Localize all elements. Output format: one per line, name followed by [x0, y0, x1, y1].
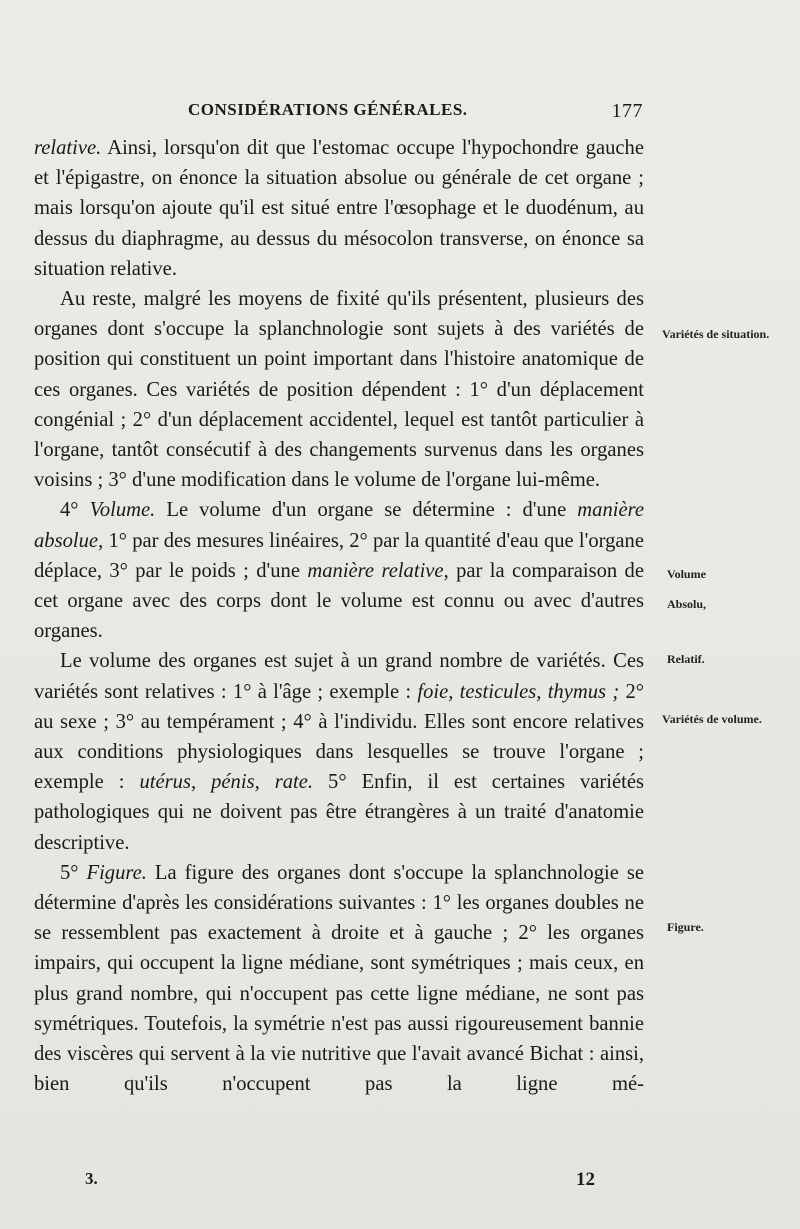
margin-note-varietes-situation: Variétés de situation. [662, 327, 770, 341]
paragraph-text: 2° au sexe ; 3° au tempérament ; 4° à l'individu. Elles sont encore relatives aux conditions physiologiques dans lesquelles se trouve l'organe ; exemple : [34, 680, 644, 794]
paragraph-text: , par la comparaison de cet organe avec des corps dont le volume est connu ou avec d'autres organes. [34, 559, 644, 643]
paragraph-text: Le volume d'un organe se détermine : d'une [155, 499, 578, 522]
page-number: 177 [611, 100, 643, 122]
paragraph-text: , 1° par des mesures linéaires, 2° par la quantité d'eau que l'organe déplace, 3° par le poids ; d'une [34, 529, 644, 582]
margin-note-absolu: Absolu, [667, 597, 707, 611]
margin-note-volume: Volume [667, 567, 706, 581]
paragraph-text: Le volume des organes est sujet à un grand nombre de variétés. Ces variétés sont relatives : 1° à l'âge ; exemple : [34, 650, 644, 703]
italic-term: foie, testicules, thymus ; [417, 680, 620, 703]
paragraph-volume [34, 495, 644, 646]
paragraph-varietes-situation [34, 284, 644, 495]
running-title: CONSIDÉRATIONS GÉNÉRALES. [188, 100, 468, 119]
paragraph-text: La figure des organes dont s'occupe la splanchnologie se détermine d'après les considérations suivantes : 1° les organes doubles ne se ressemblent pas exactement à droite et à gauche ; 2° les organes impairs, qui occupent la ligne médiane, sont symétriques ; mais ceux, en plus grand nombre, qui n'occupent pas cette ligne médiane, ne sont pas symétriques. Toutefois, la symétrie n'est pas aussi rigoureusement bannie des viscères qui servent à la vie nutritive que l'avait avancé Bichat : ainsi, bien qu'ils n'occupent pas la ligne mé- [34, 861, 644, 1096]
margin-note-relatif: Relatif. [667, 652, 705, 666]
section-number: 5° [60, 861, 87, 884]
paragraph-figure [34, 858, 644, 1100]
paragraph-situation-relative [34, 133, 644, 284]
paragraph-varietes-volume [34, 646, 644, 857]
paragraph-text: Ainsi, lorsqu'on dit que l'estomac occupe l'hypochondre gauche et l'épigastre, on énonce la situation absolue ou générale de cet organe ; mais lorsqu'on ajoute qu'il est situé entre l'œsophage et le duodénum, au dessus du diaphragme, au dessus du mésocolon transverse, on énonce sa situation relative. [34, 137, 644, 280]
paragraph-text: Au reste, malgré les moyens de fixité qu'ils présentent, plusieurs des organes dont s'occupe la splanchnologie sont sujets à des variétés de position qui constituent un point important dans l'histoire anatomique de ces organes. Ces variétés de position dépendent : 1° d'un déplacement congénial ; 2° d'un déplacement accidentel, lequel est tantôt particulier à l'organe, tantôt consécutif à des changements survenus dans les organes voisins ; 3° d'une modification dans le volume de l'organe lui-même. [34, 288, 644, 492]
italic-term: utérus, pénis, rate. [139, 771, 314, 794]
signature-mark: 3. [85, 1169, 98, 1188]
italic-term: manière relative [307, 559, 444, 582]
section-number: 4° [60, 499, 90, 522]
italic-term: manière absolue [34, 499, 644, 552]
folio-number: 12 [576, 1169, 595, 1190]
italic-term: relative. [34, 137, 102, 159]
margin-note-varietes-volume: Variétés de volume. [662, 712, 762, 726]
paragraph-text: 5° Enfin, il est certaines variétés pathologiques qui ne doivent pas être étrangères à un traité d'anatomie descriptive. [34, 771, 645, 854]
section-heading: Figure. [86, 861, 147, 884]
margin-note-figure: Figure. [667, 920, 704, 934]
body-text [34, 133, 644, 1100]
section-heading: Volume. [89, 499, 156, 522]
